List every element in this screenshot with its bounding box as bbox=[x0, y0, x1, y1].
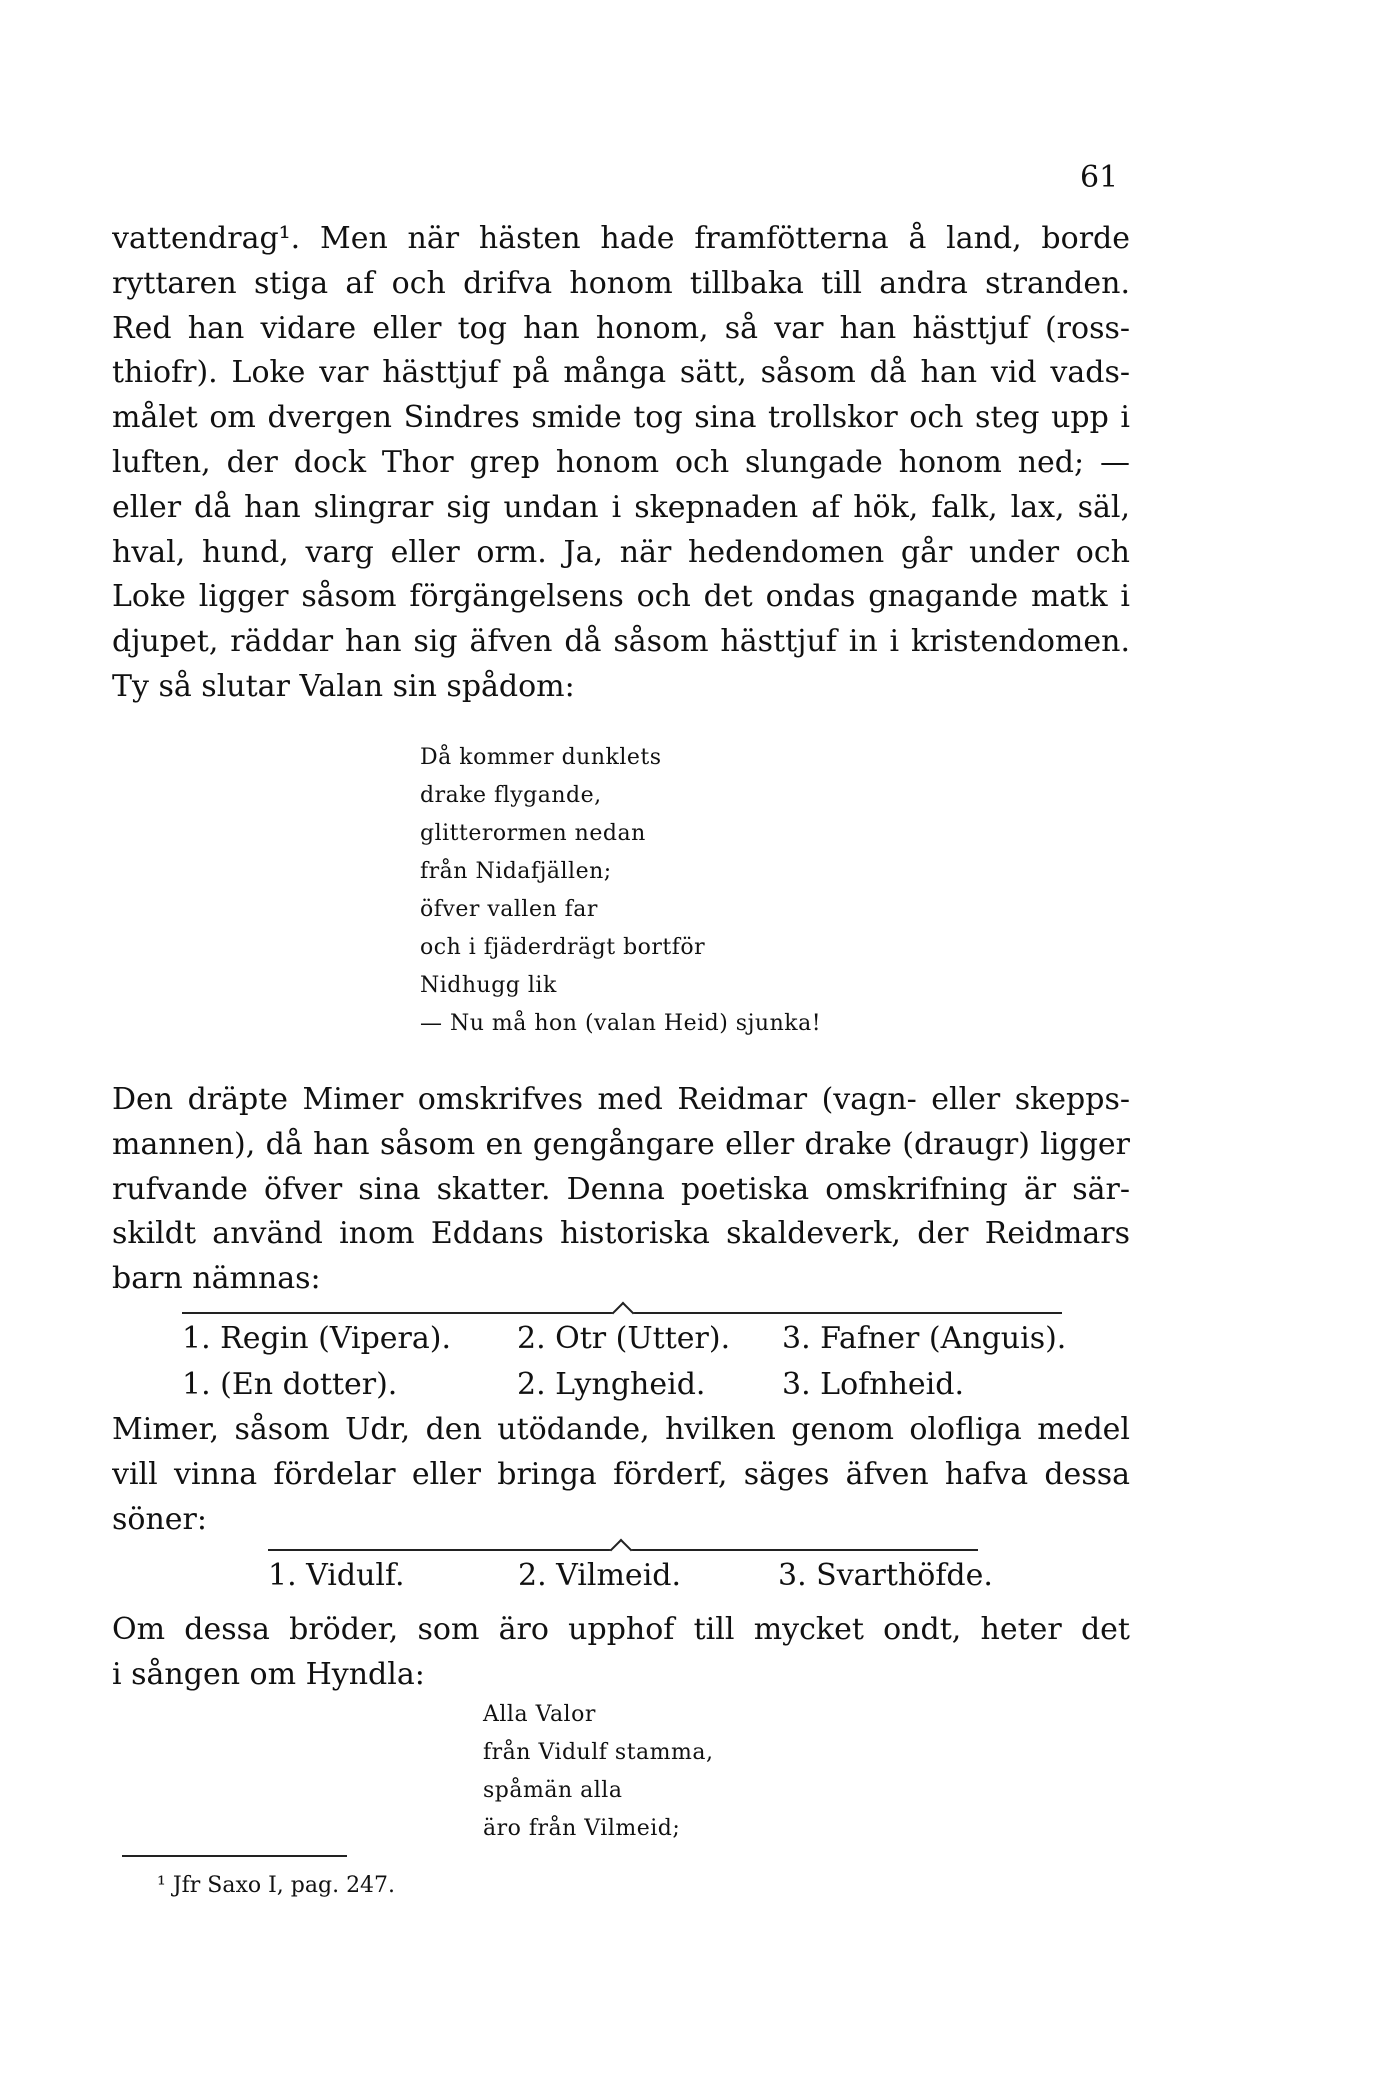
text-line: i sången om Hyndla: bbox=[112, 1656, 425, 1692]
lineage-brace-2 bbox=[268, 1549, 978, 1551]
verse-line: Då kommer dunklets bbox=[420, 745, 662, 770]
sons-row bbox=[182, 1316, 1102, 1362]
verse-line: öfver vallen far bbox=[420, 897, 598, 922]
paragraph-3 bbox=[112, 1408, 1130, 1542]
daughter-1: 1. (En dotter). bbox=[182, 1367, 398, 1402]
verse-line: äro från Vilmeid; bbox=[483, 1816, 681, 1841]
child-3: 3. Fafner (Anguis). bbox=[782, 1321, 1067, 1356]
text-line: eller då han slingrar sig undan i skepnaden af hök, falk, lax, säl, bbox=[112, 489, 1130, 525]
text-line: vattendrag¹. Men när hästen hade framfötterna å land, borde bbox=[112, 221, 1130, 256]
page-number: 61 bbox=[1080, 160, 1119, 195]
text-line: Red han vidare eller tog han honom, så var han hästtjuf (ross- bbox=[112, 310, 1130, 346]
verse-line: glitterormen nedan bbox=[420, 821, 646, 846]
text-line: Mimer, såsom Udr, den utödande, hvilken genom olofliga medel bbox=[112, 1412, 1130, 1447]
verse-block-2 bbox=[483, 1696, 713, 1848]
verse-line: Nidhugg lik bbox=[420, 973, 557, 998]
text-line: mannen), då han såsom en gengångare eller drake (draugr) ligger bbox=[112, 1126, 1130, 1162]
verse-line: spåmän alla bbox=[483, 1778, 623, 1803]
verse-line: Alla Valor bbox=[483, 1702, 596, 1727]
text-line: luften, der dock Thor grep honom och slungade honom ned; — bbox=[112, 444, 1130, 480]
daughter-2: 2. Lyngheid. bbox=[517, 1367, 706, 1402]
paragraph-1 bbox=[112, 217, 1130, 710]
paragraph-2 bbox=[112, 1078, 1130, 1302]
verse-block-1 bbox=[420, 739, 821, 1043]
text-line: Den dräpte Mimer omskrifves med Reidmar (vagn- eller skepps- bbox=[112, 1082, 1130, 1117]
text-line: Loke ligger såsom förgängelsens och det ondas gnagande matk i bbox=[112, 579, 1130, 615]
text-line: vill vinna fördelar eller bringa förderf, säges äfven hafva dessa bbox=[112, 1456, 1130, 1492]
son-2: 2. Vilmeid. bbox=[518, 1558, 682, 1593]
verse-line: — Nu må hon (valan Heid) sjunka! bbox=[420, 1011, 822, 1036]
text-line: barn nämnas: bbox=[112, 1261, 321, 1297]
verse-line: från Vidulf stamma, bbox=[483, 1740, 714, 1765]
daughters-row bbox=[182, 1362, 1102, 1408]
udr-sons-row bbox=[268, 1553, 1028, 1599]
text-line: thiofr). Loke var hästtjuf på många sätt, såsom då han vid vads- bbox=[112, 355, 1130, 391]
text-line: Om dessa bröder, som äro upphof till mycket ondt, heter det bbox=[112, 1612, 1130, 1647]
footnote-rule bbox=[122, 1855, 347, 1857]
udr-sons bbox=[268, 1553, 1028, 1599]
lineage-brace-1 bbox=[182, 1312, 1062, 1314]
verse-line: och i fjäderdrägt bortför bbox=[420, 935, 706, 960]
footnote: ¹ Jfr Saxo I, pag. 247. bbox=[157, 1873, 396, 1898]
text-line: hval, hund, varg eller orm. Ja, när hedendomen går under och bbox=[112, 534, 1130, 570]
text-line: rufvande öfver sina skatter. Denna poetiska omskrifning är sär- bbox=[112, 1171, 1130, 1207]
text-line: Ty så slutar Valan sin spådom: bbox=[112, 668, 575, 704]
child-1: 1. Regin (Vipera). bbox=[182, 1321, 452, 1356]
son-1: 1. Vidulf. bbox=[268, 1558, 405, 1593]
text-line: söner: bbox=[112, 1501, 207, 1537]
text-line: skildt använd inom Eddans historiska skaldeverk, der Reidmars bbox=[112, 1216, 1130, 1252]
text-line: djupet, räddar han sig äfven då såsom hästtjuf in i kristendomen. bbox=[112, 624, 1130, 660]
child-2: 2. Otr (Utter). bbox=[517, 1321, 731, 1356]
daughter-3: 3. Lofnheid. bbox=[782, 1367, 964, 1402]
verse-line: från Nidafjällen; bbox=[420, 859, 612, 884]
reidmar-children bbox=[182, 1316, 1102, 1408]
verse-line: drake flygande, bbox=[420, 783, 602, 808]
son-3: 3. Svarthöfde. bbox=[778, 1558, 993, 1593]
text-line: ryttaren stiga af och drifva honom tillbaka till andra stranden. bbox=[112, 265, 1130, 301]
text-line: målet om dvergen Sindres smide tog sina trollskor och steg upp i bbox=[112, 400, 1130, 436]
paragraph-4 bbox=[112, 1608, 1130, 1698]
